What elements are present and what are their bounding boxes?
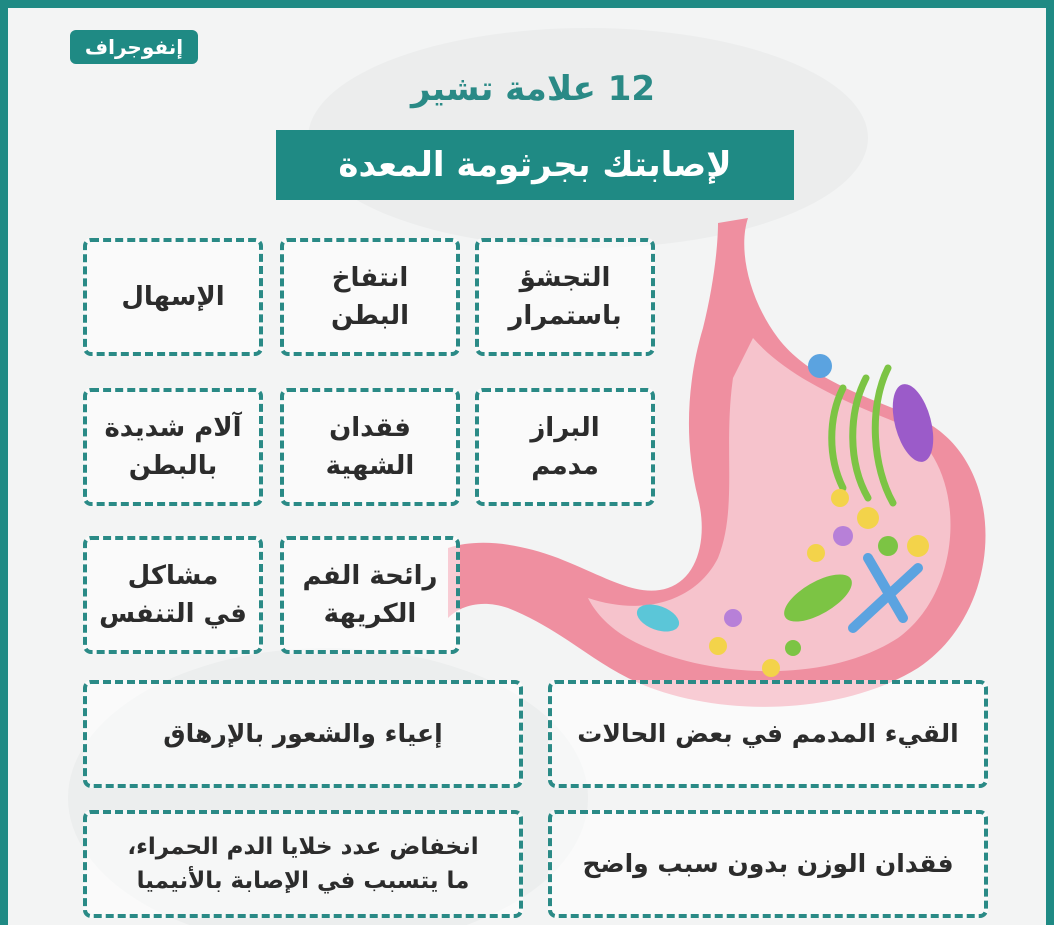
sign-card-bloody-stool: البراز مدمم — [475, 388, 655, 506]
bacteria-yellow-1 — [831, 489, 849, 507]
sign-card-fatigue: إعياء والشعور بالإرهاق — [83, 680, 523, 788]
sign-card-breathing-problems: مشاكل في التنفس — [83, 536, 263, 654]
bacteria-purple-dot — [833, 526, 853, 546]
sign-card-bad-breath: رائحة الفم الكريهة — [280, 536, 460, 654]
sign-card-appetite-loss: فقدان الشهية — [280, 388, 460, 506]
bacteria-green-dot — [878, 536, 898, 556]
bacteria-blue-dot — [808, 354, 832, 378]
sign-card-burping: التجشؤ باستمرار — [475, 238, 655, 356]
bacteria-yellow-2 — [857, 507, 879, 529]
bacteria-yellow-5 — [709, 637, 727, 655]
sign-card-weight-loss: فقدان الوزن بدون سبب واضح — [548, 810, 988, 918]
bacteria-yellow-4 — [807, 544, 825, 562]
title-line-2: لإصابتك بجرثومة المعدة — [276, 130, 794, 200]
sign-card-abdominal-pain: آلام شديدة بالبطن — [83, 388, 263, 506]
sign-card-bloating: انتفاخ البطن — [280, 238, 460, 356]
bacteria-purple-dot-2 — [724, 609, 742, 627]
title-line-1: 12 علامة تشير — [410, 69, 656, 109]
infographic-badge: إنفوجراف — [70, 30, 198, 64]
sign-card-bloody-vomit: القيء المدمم في بعض الحالات — [548, 680, 988, 788]
bacteria-green-dot-2 — [785, 640, 801, 656]
sign-card-diarrhea: الإسهال — [83, 238, 263, 356]
bacteria-yellow-6 — [762, 659, 780, 677]
bacteria-yellow-3 — [907, 535, 929, 557]
sign-card-anemia: انخفاض عدد خلايا الدم الحمراء، ما يتسبب في الإصابة بالأنيميا — [83, 810, 523, 918]
